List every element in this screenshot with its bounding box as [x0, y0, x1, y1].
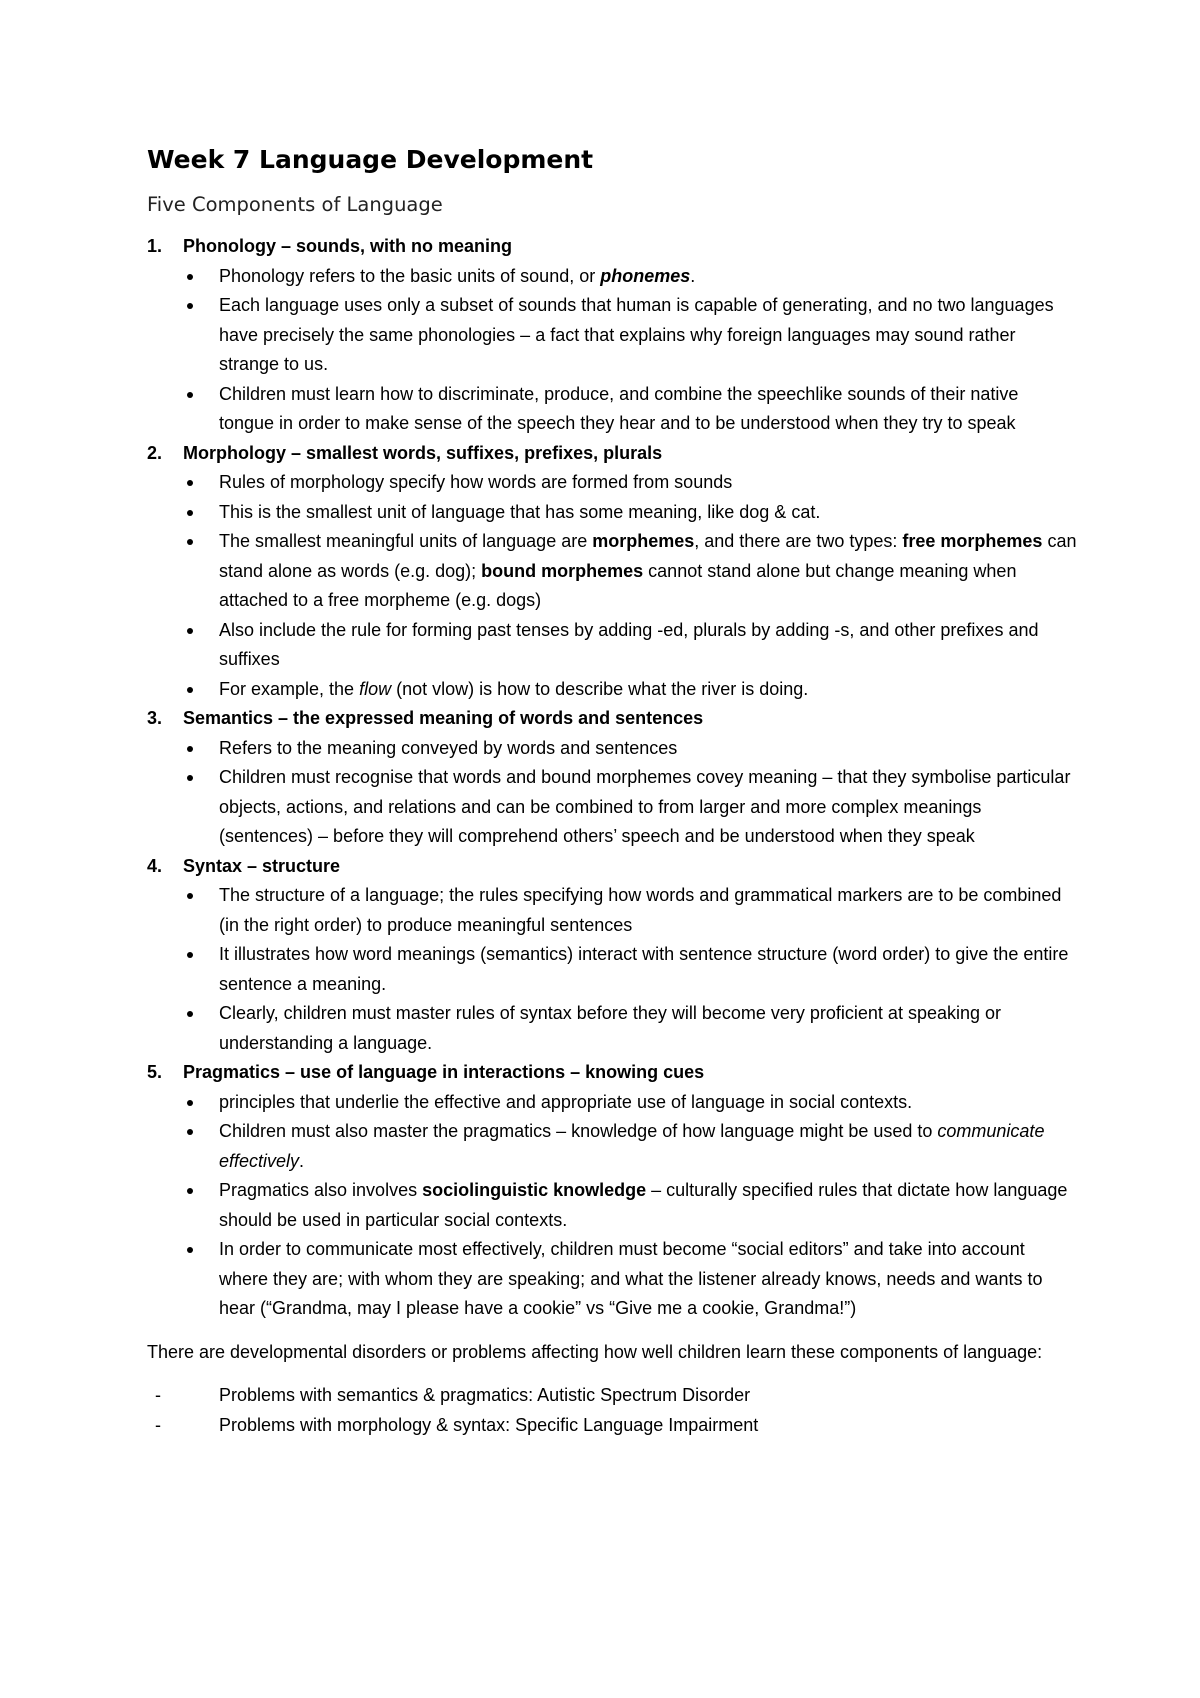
- bullet-item: [183, 1235, 1077, 1324]
- bullet-text: The smallest meaningful units of language are: [219, 531, 593, 551]
- bullet-item: [183, 498, 1077, 528]
- bullet-text: free morphemes: [902, 531, 1043, 551]
- bullet-text: The structure of a language; the rules specifying how words and grammatical markers are to be combined (in the right order) to produce meaningful sentences: [219, 885, 1062, 935]
- bullet-item: [183, 999, 1077, 1058]
- bullet-dot-icon: [187, 539, 193, 545]
- section-number: 3.: [147, 708, 163, 728]
- disorder-text: Problems with morphology & syntax: Specific Language Impairment: [219, 1414, 759, 1435]
- bullet-dot-icon: [187, 952, 193, 958]
- bullet-text: , and there are two types:: [694, 531, 903, 551]
- bullet-text: Each language uses only a subset of sounds that human is capable of generating, and no two languages have precisely the same phonologies – a fact that explains why foreign languages may sound rather strange to us.: [219, 295, 1054, 374]
- bullet-text: phonemes: [600, 265, 691, 286]
- bullet-text: Also include the rule for forming past tenses by adding -ed, plurals by adding -s, and other prefixes and suffixes: [219, 619, 1039, 669]
- section-heading: Pragmatics – use of language in interactions – knowing cues: [183, 1062, 705, 1082]
- bullet-text: In order to communicate most effectively, children must become “social editors” and take into account where they are; with whom they are speaking; and what the listener already knows, needs and wants to hear (“Grandma, may I please have a cookie” vs “Give me a cookie, Grandma!”): [219, 1239, 1043, 1318]
- disorder-item: [147, 1381, 1077, 1411]
- bullet-list: [183, 262, 1077, 439]
- bullet-text: Phonology refers to the basic units of sound, or: [219, 265, 601, 286]
- bullet-dot-icon: [187, 628, 193, 634]
- bullet-text: .: [690, 265, 696, 286]
- bullet-item: [183, 881, 1077, 940]
- bullet-text: sociolinguistic knowledge: [422, 1180, 647, 1200]
- bullet-dot-icon: [187, 1188, 193, 1194]
- bullet-list: [183, 734, 1077, 852]
- bullet-dot-icon: [187, 392, 193, 398]
- section-item: [147, 704, 1077, 852]
- bullet-dot-icon: [187, 746, 193, 752]
- bullet-dot-icon: [187, 1011, 193, 1017]
- bullet-dot-icon: [187, 510, 193, 516]
- disorders-list: [147, 1381, 1077, 1440]
- bullet-item: [183, 675, 1077, 705]
- bullet-text: Refers to the meaning conveyed by words and sentences: [219, 737, 678, 758]
- bullet-list: [183, 1088, 1077, 1324]
- bullet-dot-icon: [187, 687, 193, 693]
- bullet-text: Children must recognise that words and bound morphemes covey meaning – that they symbolise particular objects, actions, and relations and can be combined to from larger and more complex meanings (sentences) – before they will comprehend others’ speech and be understood when they speak: [219, 767, 1071, 846]
- section-number: 1.: [147, 236, 163, 256]
- section-item: [147, 232, 1077, 439]
- bullet-dot-icon: [187, 303, 193, 309]
- bullet-item: [183, 527, 1077, 616]
- bullet-text: Clearly, children must master rules of syntax before they will become very proficient at speaking or understanding a language.: [219, 1003, 1001, 1053]
- section-item: [147, 439, 1077, 705]
- components-list: [147, 232, 1077, 1324]
- bullet-text: .: [299, 1150, 305, 1171]
- bullet-item: [183, 468, 1077, 498]
- bullet-text: (not vlow) is how to describe what the river is doing.: [391, 678, 809, 699]
- dash-marker: -: [155, 1385, 161, 1405]
- bullet-item: [183, 1176, 1077, 1235]
- bullet-text: cannot stand alone but change meaning when attached to a free morpheme (e.g. dogs): [219, 560, 1017, 610]
- bullet-list: [183, 468, 1077, 704]
- bullet-text: Pragmatics also involves: [219, 1180, 423, 1200]
- section-heading: Phonology – sounds, with no meaning: [183, 236, 513, 256]
- bullet-dot-icon: [187, 893, 193, 899]
- bullet-item: [183, 734, 1077, 764]
- document-content: [147, 140, 1077, 1440]
- bullet-item: [183, 1088, 1077, 1118]
- bullet-text: – culturally specified rules that dictate how language should be used in particular social contexts.: [219, 1180, 1068, 1230]
- bullet-list: [183, 881, 1077, 1058]
- bullet-dot-icon: [187, 1100, 193, 1106]
- page-title: Week 7 Language Development: [147, 145, 594, 174]
- closing-paragraph: There are developmental disorders or problems affecting how well children learn these components of language:: [147, 1341, 1043, 1362]
- page-subtitle: Five Components of Language: [147, 193, 443, 216]
- section-heading: Morphology – smallest words, suffixes, prefixes, plurals: [183, 442, 663, 463]
- bullet-text: flow: [359, 678, 392, 699]
- bullet-text: can stand alone as words (e.g. dog);: [219, 531, 1077, 581]
- section-item: [147, 1058, 1077, 1324]
- bullet-dot-icon: [187, 1129, 193, 1135]
- bullet-text: This is the smallest unit of language that has some meaning, like dog & cat.: [219, 501, 821, 522]
- bullet-item: [183, 262, 1077, 292]
- bullet-item: [183, 616, 1077, 675]
- bullet-text: For example, the: [219, 678, 360, 699]
- bullet-dot-icon: [187, 480, 193, 486]
- dash-marker: -: [155, 1414, 161, 1435]
- bullet-text: Rules of morphology specify how words are formed from sounds: [219, 472, 733, 492]
- bullet-item: [183, 1117, 1077, 1176]
- bullet-text: It illustrates how word meanings (semantics) interact with sentence structure (word order) to give the entire sentence a meaning.: [219, 944, 1069, 994]
- bullet-text: morphemes: [592, 531, 695, 551]
- section-heading: Semantics – the expressed meaning of words and sentences: [183, 708, 704, 728]
- bullet-item: [183, 940, 1077, 999]
- disorder-item: [147, 1411, 1077, 1441]
- section-heading: Syntax – structure: [183, 855, 341, 876]
- bullet-text: principles that underlie the effective and appropriate use of language in social contexts.: [219, 1091, 913, 1112]
- section-number: 4.: [147, 855, 163, 876]
- section-number: 5.: [147, 1062, 163, 1082]
- bullet-item: [183, 380, 1077, 439]
- bullet-dot-icon: [187, 274, 193, 280]
- bullet-text: communicate effectively: [219, 1121, 1045, 1171]
- section-number: 2.: [147, 442, 163, 463]
- bullet-text: Children must learn how to discriminate, produce, and combine the speechlike sounds of their native tongue in order to make sense of the speech they hear and to be understood when they try to speak: [219, 383, 1019, 433]
- bullet-item: [183, 763, 1077, 852]
- section-item: [147, 852, 1077, 1059]
- bullet-dot-icon: [187, 1247, 193, 1253]
- bullet-text: bound morphemes: [481, 560, 644, 581]
- bullet-item: [183, 291, 1077, 380]
- bullet-dot-icon: [187, 775, 193, 781]
- bullet-text: Children must also master the pragmatics – knowledge of how language might be used to: [219, 1121, 938, 1141]
- disorder-text: Problems with semantics & pragmatics: Autistic Spectrum Disorder: [219, 1385, 751, 1405]
